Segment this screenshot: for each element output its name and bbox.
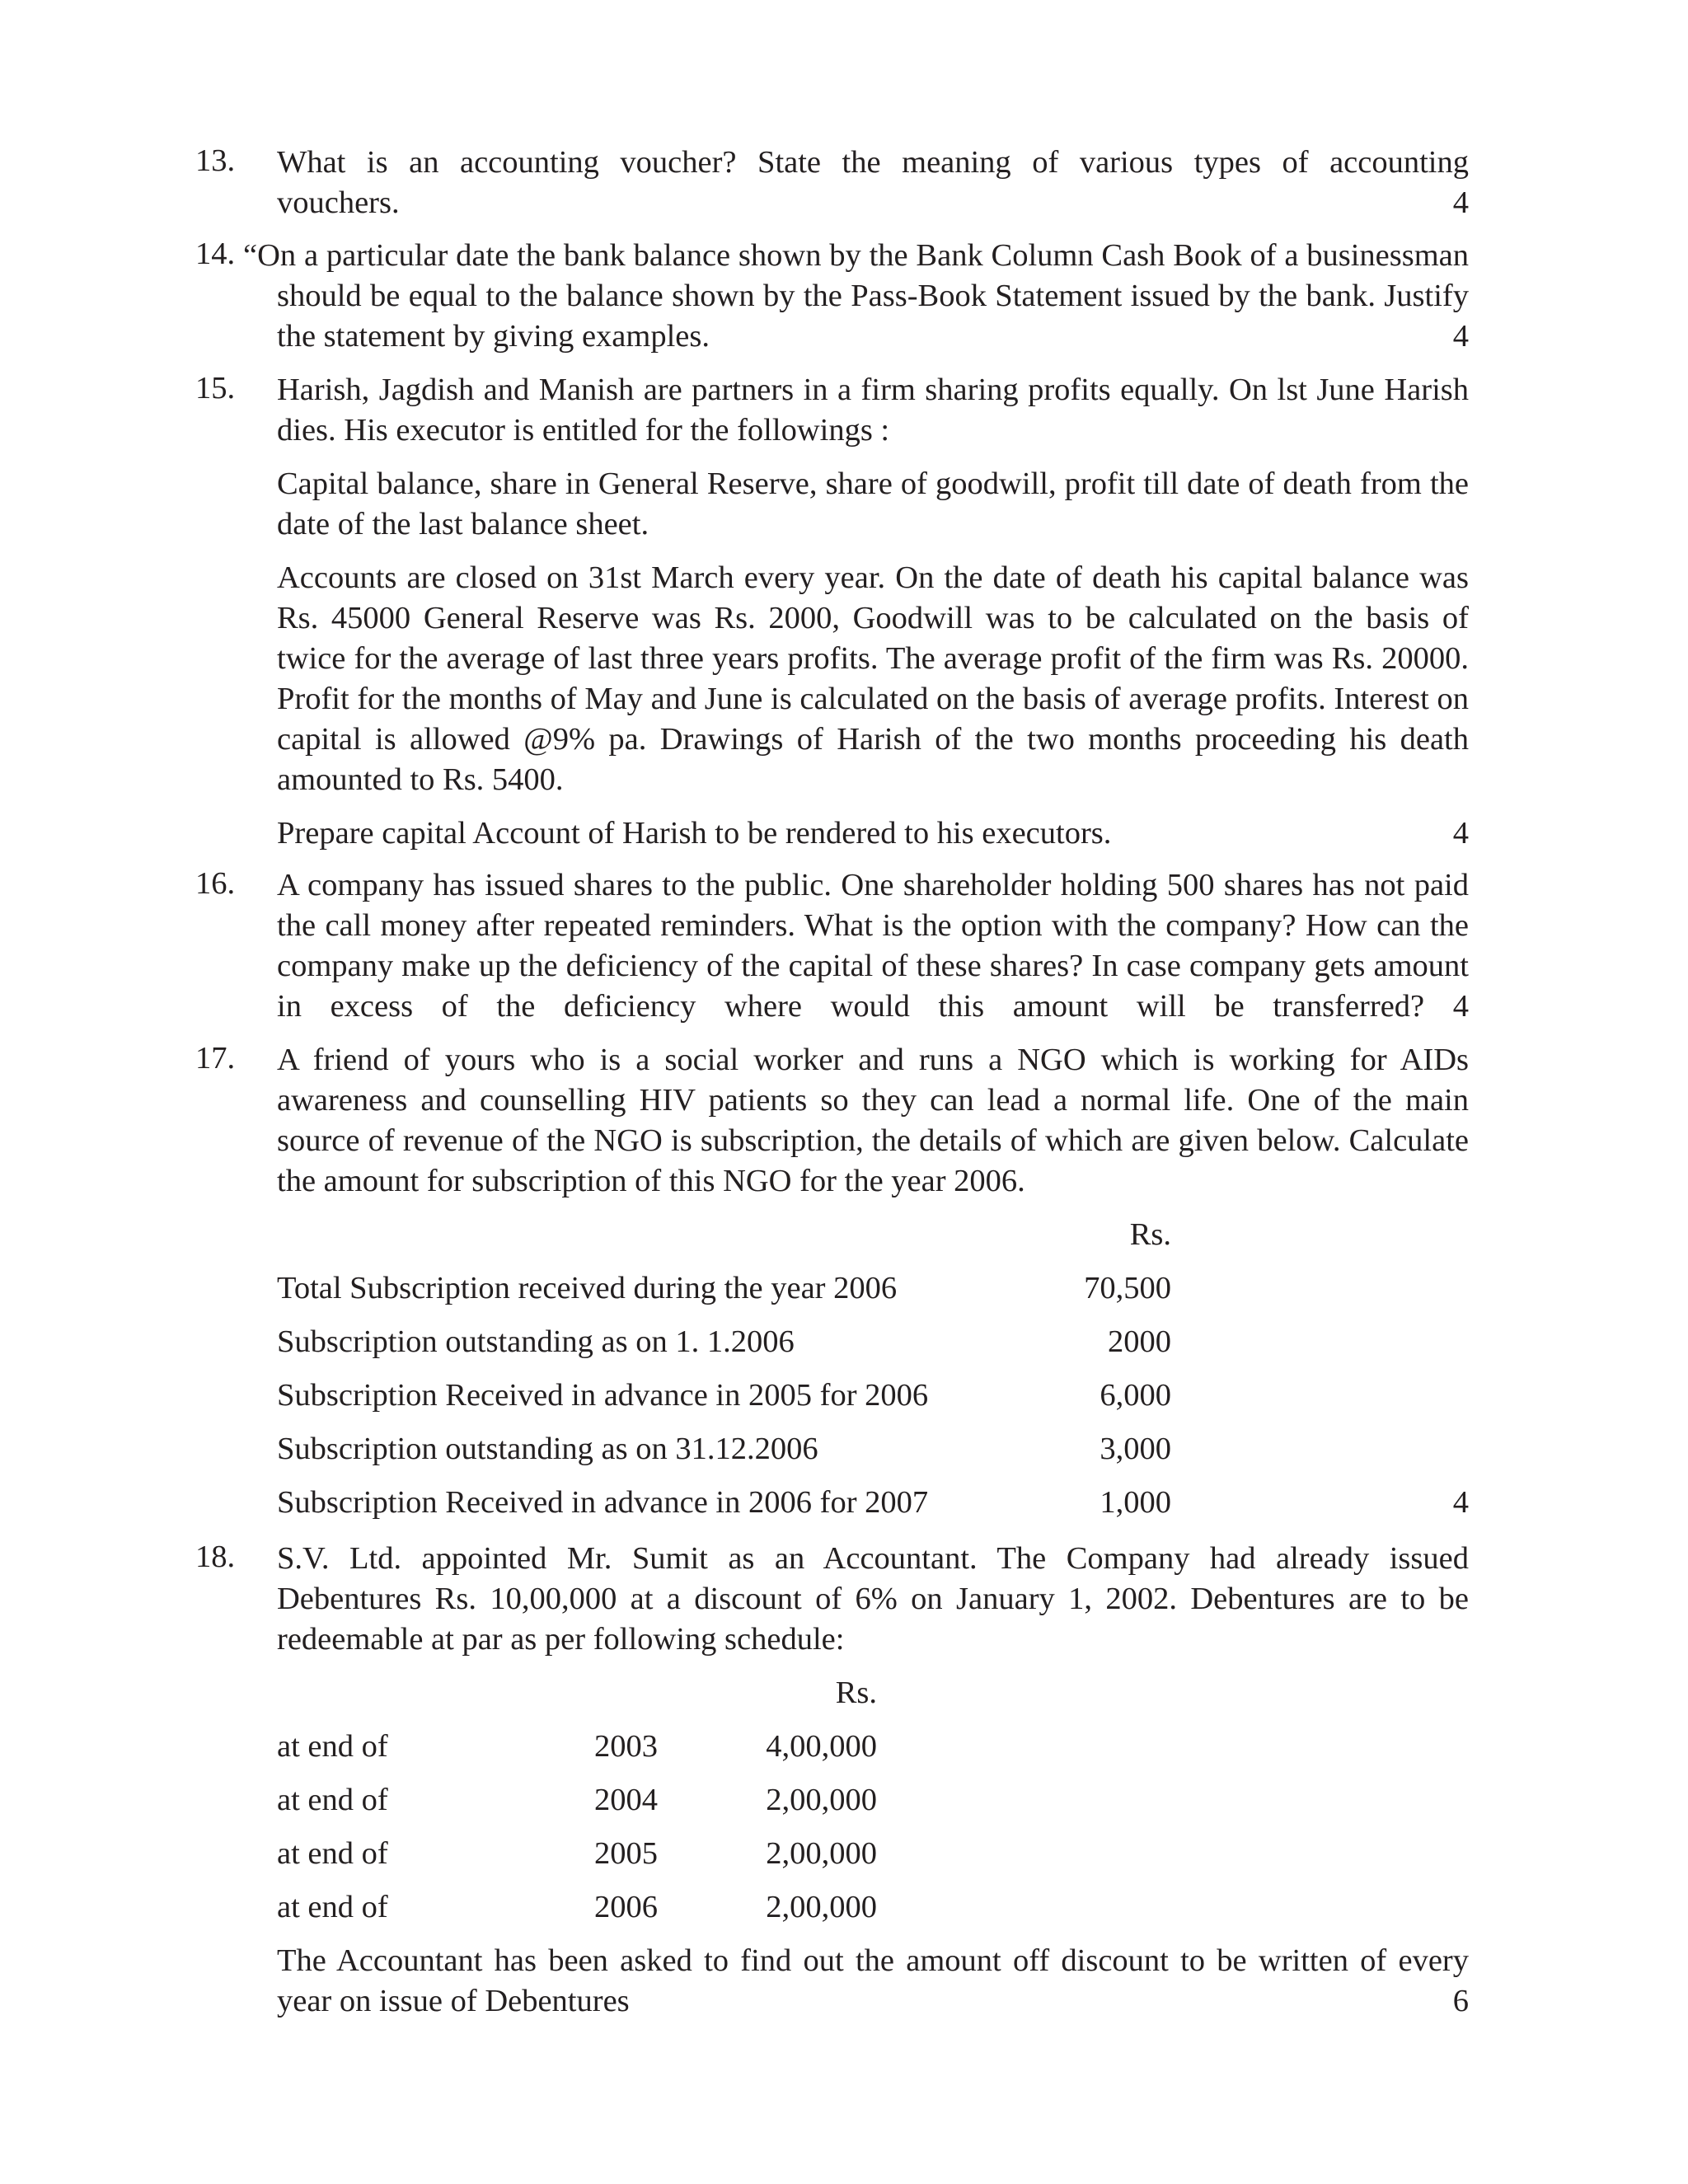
marks: 6 — [1452, 1984, 1469, 2018]
question-text-line: should be equal to the balance shown by the Pass-Book Statement issued by the bank. Justify — [277, 279, 1469, 313]
question-text: S.V. Ltd. appointed Mr. Sumit as an Accountant. The Company had already issued Debentures Rs. 10,00,000 at a discount of 6% on January 1, 2002. Debentures are to be redeemable at par as per following schedule: — [277, 1541, 1469, 1657]
question-text-line: vouchers. — [277, 185, 400, 220]
schedule-label: at end of — [277, 1890, 388, 1924]
row-label: Total Subscription received during the year 2006 — [277, 1271, 898, 1305]
question-text-line: “On a particular date the bank balance shown by the Bank Column Cash Book of a businessman — [243, 238, 1469, 273]
row-label: Subscription Received in advance in 2006 for 2007 — [277, 1485, 929, 1520]
question-paragraph: Accounts are closed on 31st March every year. On the date of death his capital balance was Rs. 45000 General Reserve was Rs. 2000, Goodwill was to be calculated on the basis of twice for the average of last three years profits. The average profit of the firm was Rs. 20000. Profit for the months of May and June is calculated on the basis of average profits. Interest on capital is allowed @9% pa. Drawings of Harish of the two months proceeding his death amounted to Rs. 5400. — [277, 560, 1469, 797]
question-paragraph: Capital balance, share in General Reserve, share of goodwill, profit till date of death from the date of the last balance sheet. — [277, 466, 1469, 541]
row-amount: 6,000 — [1100, 1378, 1171, 1413]
row-amount: 3,000 — [1100, 1432, 1171, 1466]
subscription-row — [277, 1268, 1469, 1322]
question-number: 15. — [195, 371, 236, 405]
question-15 — [195, 370, 1469, 854]
schedule-year: 2004 — [594, 1783, 658, 1817]
schedule-row — [277, 1834, 1469, 1887]
question-text: A friend of yours who is a social worker and runs a NGO which is working for AIDs awareness and counselling HIV patients so they can lead a normal life. One of the main source of revenue of the NGO is subscription, the details of which are given below. Calculate the amount for subscription of this NGO for the year 2006. — [277, 1043, 1469, 1198]
question-18 — [195, 1539, 1469, 2022]
closing-text-line: The Accountant has been asked to find out the amount off discount to be written of every — [277, 1943, 1469, 1978]
row-amount: 70,500 — [1084, 1271, 1171, 1305]
marks: 4 — [1452, 989, 1469, 1024]
question-number: 14. — [195, 237, 236, 271]
schedule-row — [277, 1727, 1469, 1780]
row-amount: 1,000 — [1100, 1485, 1171, 1520]
schedule-label: at end of — [277, 1783, 388, 1817]
marks: 4 — [1452, 319, 1469, 354]
question-number: 17. — [195, 1041, 236, 1076]
marks: 4 — [1452, 816, 1469, 851]
question-text: A company has issued shares to the public. One shareholder holding 500 shares has not paid the call money after repeated reminders. What is the option with the company? How can the company make up the deficiency of the capital of these shares? In case company gets amount in excess of the deficiency where would this amount will be transferred? — [277, 868, 1469, 1024]
schedule-year: 2006 — [594, 1890, 658, 1924]
schedule-amount: 2,00,000 — [766, 1890, 877, 1924]
schedule-row — [277, 1887, 1469, 1941]
question-paragraph: Harish, Jagdish and Manish are partners in a firm sharing profits equally. On lst June Harish dies. His executor is entitled for the followings : — [277, 373, 1469, 448]
question-text-line: What is an accounting voucher? State the meaning of various types of accounting — [277, 145, 1469, 180]
schedule-label: at end of — [277, 1729, 388, 1764]
marks: 4 — [1452, 1485, 1469, 1520]
subscription-row — [277, 1483, 1469, 1536]
question-13 — [195, 143, 1469, 223]
question-number: 16. — [195, 866, 236, 901]
schedule-label: at end of — [277, 1836, 388, 1871]
currency-header: Rs. — [1129, 1217, 1171, 1252]
row-label: Subscription outstanding as on 1. 1.2006 — [277, 1324, 795, 1359]
schedule-year: 2003 — [594, 1729, 658, 1764]
marks: 4 — [1452, 185, 1469, 220]
question-number: 18. — [195, 1540, 236, 1574]
question-text-line: the statement by giving examples. — [277, 319, 710, 354]
row-amount: 2000 — [1108, 1324, 1171, 1359]
schedule-row — [277, 1780, 1469, 1834]
question-number: 13. — [195, 143, 236, 178]
question-paragraph: Prepare capital Account of Harish to be rendered to his executors. — [277, 816, 1112, 851]
subscription-row — [277, 1376, 1469, 1429]
subscription-row — [277, 1322, 1469, 1376]
question-17 — [195, 1040, 1469, 1536]
schedule-amount: 2,00,000 — [766, 1836, 877, 1871]
closing-text-line: year on issue of Debentures — [277, 1984, 630, 2018]
schedule-amount: 4,00,000 — [766, 1729, 877, 1764]
schedule-year: 2005 — [594, 1836, 658, 1871]
row-label: Subscription outstanding as on 31.12.2006 — [277, 1432, 818, 1466]
question-16 — [195, 865, 1469, 1027]
question-14 — [195, 236, 1469, 357]
currency-header: Rs. — [835, 1675, 877, 1710]
subscription-row — [277, 1429, 1469, 1483]
row-label: Subscription Received in advance in 2005 for 2006 — [277, 1378, 929, 1413]
schedule-amount: 2,00,000 — [766, 1783, 877, 1817]
